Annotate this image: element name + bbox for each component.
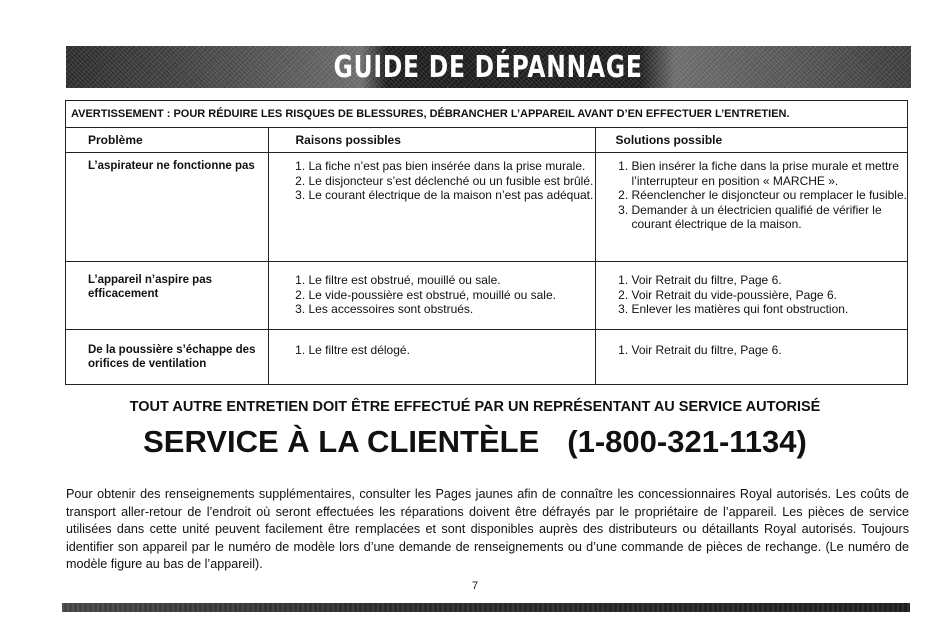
causes-list xyxy=(281,159,595,203)
troubleshooting-box xyxy=(65,100,908,385)
troubleshooting-table xyxy=(66,128,907,385)
footer-bar xyxy=(62,603,910,612)
warning-text: AVERTISSEMENT : POUR RÉDUIRE LES RISQUES DE BLESSURES, DÉBRANCHER L’APPAREIL AVANT D’EN EFFECTUER L’ENTRETIEN. xyxy=(66,101,907,128)
list-item: 1. Le filtre est obstrué, mouillé ou sale. xyxy=(309,273,595,288)
page-number: 7 xyxy=(471,580,479,592)
causes-list xyxy=(281,343,595,358)
solutions-list xyxy=(604,343,908,358)
list-item: 1. Voir Retrait du filtre, Page 6. xyxy=(632,343,908,358)
list-item: 2. Le disjoncteur s’est déclenché ou un fusible est brûlé. xyxy=(309,174,595,189)
info-paragraph: Pour obtenir des renseignements supplémentaires, consulter les Pages jaunes afin de connaître les concessionnaires Royal autorisés. Les coûts de transport aller-retour de l’endroit où seront effectuées les réparations doivent être défrayés par le propriétaire de l’appareil. Les pièces de service utilisées dans cette unité peuvent facilement être remplacées et sont disponibles auprès des distributeurs ou détaillants Royal autorisés. Toujours identifier son appareil par le numéro de modèle lors d’une demande de renseignements ou d’une commande de pièces de rechange. (Le numéro de modèle figure au bas de l’appareil). xyxy=(66,487,909,571)
list-item: 2. Voir Retrait du vide-poussière, Page 6. xyxy=(632,288,908,303)
solutions-list xyxy=(604,273,908,317)
table-row xyxy=(66,330,907,385)
causes-list xyxy=(281,273,595,317)
section-banner xyxy=(66,46,911,88)
header-problem: Problème xyxy=(66,128,268,153)
problem-label: De la poussière s’échappe des orifices de ventilation xyxy=(88,344,256,370)
problem-label: L’aspirateur ne fonctionne pas xyxy=(88,160,255,172)
list-item: 1. Voir Retrait du filtre, Page 6. xyxy=(632,273,908,288)
table-row xyxy=(66,153,907,262)
list-item: 1. Bien insérer la fiche dans la prise murale et mettre l’interrupteur en position « MARCHE ». xyxy=(632,159,908,188)
solutions-list xyxy=(604,159,908,232)
customer-service-heading xyxy=(0,424,950,460)
list-item: 1. La fiche n’est pas bien insérée dans la prise murale. xyxy=(309,159,595,174)
list-item: 3. Le courant électrique de la maison n’est pas adéquat. xyxy=(309,188,595,203)
table-row xyxy=(66,262,907,330)
list-item: 3. Demander à un électricien qualifié de vérifier le courant électrique de la maison. xyxy=(632,203,908,232)
list-item: 2. Le vide-poussière est obstrué, mouillé ou sale. xyxy=(309,288,595,303)
list-item: 3. Enlever les matières qui font obstruction. xyxy=(632,302,908,317)
phone-number: (1-800-321-1134) xyxy=(567,424,807,459)
customer-service-title: SERVICE À LA CLIENTÈLE xyxy=(143,424,540,459)
list-item: 3. Les accessoires sont obstrués. xyxy=(309,302,595,317)
header-causes: Raisons possibles xyxy=(268,128,595,153)
section-title: GUIDE DE DÉPANNAGE xyxy=(333,49,644,85)
service-note: TOUT AUTRE ENTRETIEN DOIT ÊTRE EFFECTUÉ PAR UN REPRÉSENTANT AU SERVICE AUTORISÉ xyxy=(129,399,821,415)
list-item: 1. Le filtre est délogé. xyxy=(309,343,595,358)
header-solutions: Solutions possible xyxy=(595,128,907,153)
list-item: 2. Réenclencher le disjoncteur ou remplacer le fusible. xyxy=(632,188,908,203)
problem-label: L’appareil n’aspire pas efficacement xyxy=(88,274,212,300)
